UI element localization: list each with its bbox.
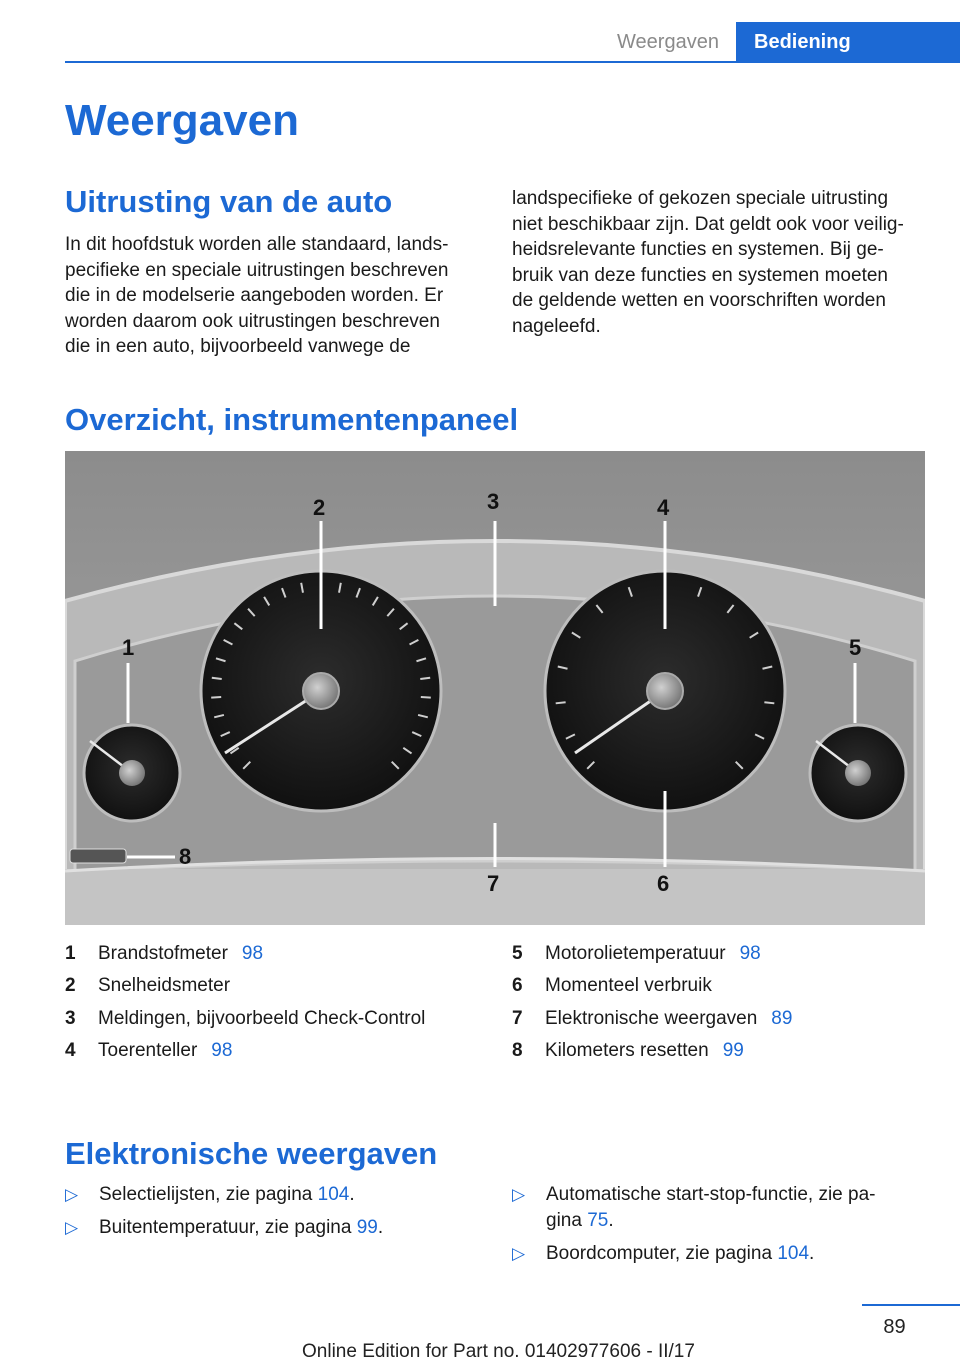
bullet-item <box>512 1182 932 1234</box>
paragraph-line: heidsrelevante functies en systemen. Bij ge- <box>512 239 884 260</box>
callout-4: 4 <box>657 495 670 520</box>
heading-uitrusting: Uitrusting van de auto <box>65 184 393 219</box>
legend-item <box>512 970 932 1002</box>
legend-right <box>512 938 932 1067</box>
paragraph-line: bruik van deze functies en systemen moeten <box>512 264 888 286</box>
paragraph-line: pecifieke en speciale uitrustingen beschreven <box>65 259 449 281</box>
legend-item <box>512 1003 932 1035</box>
legend-label: Momenteel verbruik <box>545 975 712 997</box>
page-title: Weergaven <box>65 96 299 145</box>
bullet-list-right <box>512 1182 932 1274</box>
legend-item <box>512 1035 932 1067</box>
bullet-text: Buitentemperatuur, zie pagina <box>99 1217 357 1238</box>
legend-label: Kilometers resetten <box>545 1039 709 1061</box>
legend-item <box>65 970 485 1002</box>
callout-8: 8 <box>179 844 192 869</box>
gauge-tick <box>556 702 566 703</box>
header-tab-bediening[interactable]: Bediening <box>736 22 960 61</box>
legend-item <box>65 938 485 970</box>
callout-1: 1 <box>122 635 135 660</box>
page-ref-link[interactable]: 98 <box>241 943 264 964</box>
legend-label: Toerenteller <box>98 1039 198 1061</box>
paragraph-line: de geldende wetten en voorschriften worden <box>512 290 886 311</box>
page-ref-link[interactable]: 98 <box>211 1039 233 1061</box>
bullet-end: . <box>608 1210 614 1231</box>
legend-num: 6 <box>512 975 523 997</box>
callout-3: 3 <box>487 489 500 514</box>
legend-item <box>65 1035 485 1067</box>
legend-num: 4 <box>65 1039 76 1061</box>
page-ref-link[interactable]: 98 <box>739 943 761 964</box>
gauge-tick <box>420 678 430 679</box>
triangle-bullet-icon: ▷ <box>65 1218 79 1237</box>
page-number: 89 <box>883 1316 906 1338</box>
paragraph-line: die in de modelserie aangeboden worden. Er <box>65 285 444 306</box>
gauge-tick <box>211 697 221 698</box>
page-ref-link[interactable]: 99 <box>722 1039 744 1061</box>
legend-num: 1 <box>65 943 76 964</box>
callout-2: 2 <box>313 495 326 520</box>
paragraph-left <box>65 232 448 360</box>
gauge-tick <box>212 678 222 679</box>
gauge-tick <box>764 702 774 703</box>
header-tab-weergaven[interactable]: Weergaven <box>617 31 719 53</box>
instrument-cluster-illustration <box>65 451 925 925</box>
legend-item <box>512 938 932 970</box>
bullet-text: Boordcomputer, zie pagina <box>546 1243 778 1264</box>
legend-left <box>65 938 485 1067</box>
bullet-text: Automatische start-stop-functie, zie pa- <box>546 1184 876 1205</box>
page-ref-link[interactable]: 104 <box>777 1243 810 1264</box>
legend-num: 3 <box>65 1007 76 1029</box>
bullet-end: . <box>377 1217 384 1238</box>
legend-label: Motorolietemperatuur <box>545 943 726 964</box>
page-ref-link[interactable]: 89 <box>771 1007 793 1029</box>
footer-rule <box>862 1304 960 1306</box>
legend-label: Snelheidsmeter <box>98 975 231 997</box>
bullet-item <box>512 1241 932 1267</box>
instrument-cluster-figure <box>65 451 925 925</box>
legend-label: Brandstofmeter <box>98 943 228 964</box>
bullet-text: gina <box>546 1210 588 1231</box>
gauge-tick <box>421 697 431 698</box>
paragraph-line: In dit hoofdstuk worden alle standaard, lands- <box>65 234 449 255</box>
paragraph-line: nageleefd. <box>512 315 601 337</box>
bullet-text: Selectielijsten, zie pagina <box>99 1184 318 1205</box>
legend-num: 5 <box>512 943 523 964</box>
heading-overzicht: Overzicht, instrumentenpaneel <box>65 402 519 437</box>
page-ref-link[interactable]: 75 <box>587 1210 609 1231</box>
legend-num: 2 <box>65 975 76 997</box>
callout-6: 6 <box>657 871 670 896</box>
triangle-bullet-icon: ▷ <box>512 1244 526 1263</box>
paragraph-line: niet beschikbaar zijn. Dat geldt ook voor veilig- <box>512 213 904 235</box>
callout-5: 5 <box>849 635 862 660</box>
heading-elektronische-weergaven: Elektronische weergaven <box>65 1136 438 1171</box>
bullet-item <box>65 1182 485 1208</box>
bullet-end: . <box>349 1184 355 1205</box>
legend-label: Meldingen, bijvoorbeeld Check-Control <box>98 1007 426 1029</box>
paragraph-line: worden daarom ook uitrustingen beschreven <box>65 310 440 332</box>
bullet-list-left <box>65 1182 485 1248</box>
paragraph-right <box>512 186 904 339</box>
paragraph-line: die in een auto, bijvoorbeeld vanwege de <box>65 336 411 357</box>
edition-note: Online Edition for Part no. 01402977606 - II/17 <box>302 1341 695 1362</box>
legend-num: 7 <box>512 1007 523 1029</box>
triangle-bullet-icon: ▷ <box>512 1185 526 1204</box>
header-rule <box>65 61 960 63</box>
triangle-bullet-icon: ▷ <box>65 1185 79 1204</box>
bullet-end: . <box>809 1243 815 1264</box>
bullet-item <box>65 1215 485 1241</box>
page-ref-link[interactable]: 99 <box>356 1217 378 1238</box>
legend-item <box>65 1003 485 1035</box>
page-ref-link[interactable]: 104 <box>317 1184 350 1205</box>
paragraph-line: landspecifieke of gekozen speciale uitrusting <box>512 188 889 209</box>
legend-label: Elektronische weergaven <box>545 1007 758 1029</box>
legend-num: 8 <box>512 1039 523 1061</box>
callout-7: 7 <box>487 871 500 896</box>
